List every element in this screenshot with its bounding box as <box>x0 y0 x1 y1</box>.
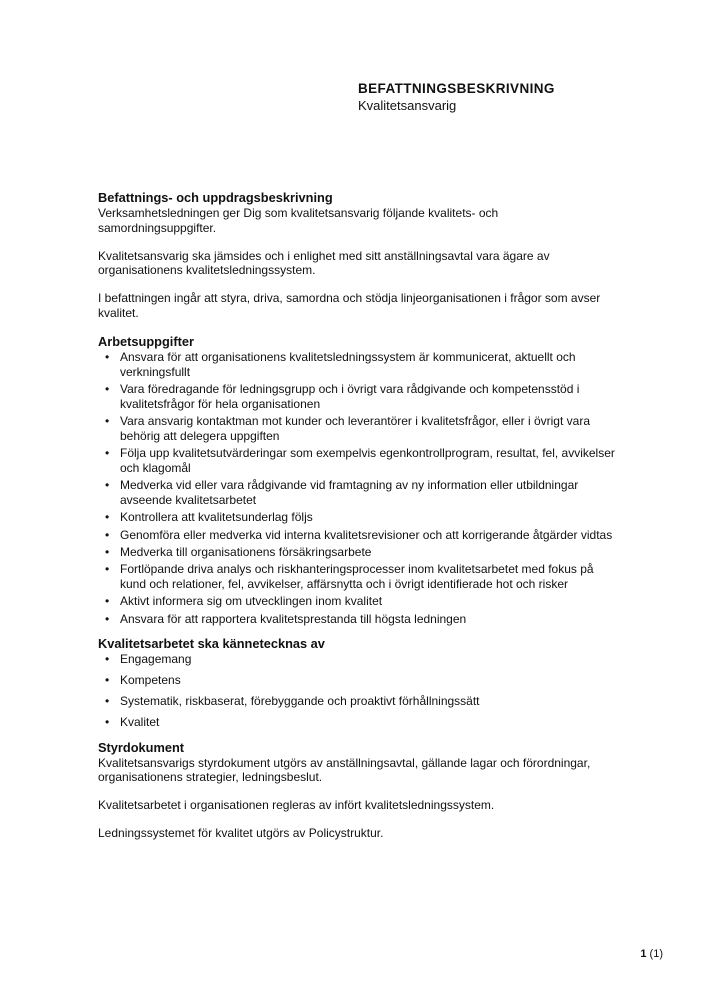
document-body <box>98 190 618 854</box>
section-heading-intro: Befattnings- och uppdragsbeskrivning <box>98 190 333 205</box>
list-item-text: Vara ansvarig kontaktman mot kunder och leverantörer i kvalitetsfrågor, eller i övrigt vara behörig att delegera uppgiften <box>120 413 590 443</box>
paragraph: Ledningssystemet för kvalitet utgörs av Policystruktur. <box>98 825 384 840</box>
bullet-icon: • <box>105 413 110 428</box>
paragraph: I befattningen ingår att styra, driva, samordna och stödja linjeorganisationen i frågor som avser kvalitet. <box>98 291 601 320</box>
bullet-icon: • <box>105 673 110 688</box>
paragraph: Verksamhetsledningen ger Dig som kvalitetsansvarig följande kvalitets- och samordningsuppgifter. <box>98 206 499 235</box>
list-item <box>98 715 618 730</box>
bullet-icon: • <box>105 693 110 708</box>
bullet-icon: • <box>105 446 110 461</box>
section-heading-governing: Styrdokument <box>98 739 185 755</box>
list-item-text: Kompetens <box>120 673 181 688</box>
bullet-icon: • <box>105 349 110 364</box>
bullet-icon: • <box>105 510 110 525</box>
list-item-text: Ansvara för att organisationens kvalitetsledningssystem är kommunicerat, aktuellt och verkningsfullt <box>120 349 576 379</box>
list-item-text: Medverka till organisationens försäkringsarbete <box>120 544 372 559</box>
list-item <box>98 594 618 609</box>
bullet-icon: • <box>105 562 110 577</box>
paragraph: Kvalitetsansvarigs styrdokument utgörs av anställningsavtal, gällande lagar och förordningar, organisationens strategier, ledningsbeslut. <box>98 755 591 785</box>
list-item <box>98 528 618 543</box>
list-item-text: Kvalitet <box>120 714 160 729</box>
page-number-total: (1) <box>649 948 663 960</box>
list-item <box>98 612 618 627</box>
bullet-icon: • <box>105 652 110 667</box>
document-title: BEFATTNINGSBESKRIVNING <box>358 81 555 96</box>
page-number-current: 1 <box>640 948 647 960</box>
list-item-text: Fortlöpande driva analys och riskhanteringsprocesser inom kvalitetsarbetet med fokus på kund och relationer, fel, avvikelser, affärsnytta och i övrigt identifierade hot och risker <box>120 562 594 591</box>
list-item-text: Genomföra eller medverka vid interna kvalitetsrevisioner och att korrigerande åtgärder vidtas <box>120 527 613 542</box>
document-header <box>358 80 555 114</box>
list-item-text: Följa upp kvalitetsutvärderingar som exempelvis egenkontrollprogram, resultat, fel, avvikelser och klagomål <box>120 446 615 475</box>
list-item <box>98 446 618 476</box>
list-item-text: Aktivt informera sig om utvecklingen inom kvalitet <box>120 594 383 609</box>
bullet-icon: • <box>105 611 110 626</box>
bullet-icon: • <box>105 381 110 396</box>
list-item <box>98 694 618 709</box>
bullet-icon: • <box>105 544 110 559</box>
list-item-text: Vara föredragande för ledningsgrupp och i övrigt vara rådgivande och kompetensstöd i kvalitetsfrågor för hela organisationen <box>120 381 580 411</box>
section-heading-characteristics: Kvalitetsarbetet ska kännetecknas av <box>98 636 325 652</box>
list-item <box>98 478 618 508</box>
bullet-icon: • <box>105 527 110 542</box>
list-item <box>98 414 618 444</box>
paragraph: Kvalitetsarbetet i organisationen regleras av infört kvalitetsledningssystem. <box>98 798 495 813</box>
list-item-text: Medverka vid eller vara rådgivande vid framtagning av ny information eller utbildningar avseende kvalitetsarbetet <box>120 478 579 507</box>
list-item <box>98 350 618 380</box>
page-footer <box>640 947 663 961</box>
task-list <box>98 350 618 627</box>
bullet-icon: • <box>105 478 110 493</box>
list-item-text: Kontrollera att kvalitetsunderlag följs <box>120 510 313 525</box>
list-item <box>98 652 618 667</box>
characteristics-list <box>98 652 618 729</box>
section-heading-tasks: Arbetsuppgifter <box>98 333 194 349</box>
list-item <box>98 382 618 412</box>
bullet-icon: • <box>105 714 110 729</box>
paragraph: Kvalitetsansvarig ska jämsides och i enlighet med sitt anställningsavtal vara ägare av organisationens kvalitetsledningssystem. <box>98 248 550 278</box>
list-item <box>98 510 618 525</box>
list-item-text: Ansvara för att rapportera kvalitetsprestanda till högsta ledningen <box>120 611 467 626</box>
list-item <box>98 562 618 592</box>
list-item-text: Systematik, riskbaserat, förebyggande och proaktivt förhållningssätt <box>120 693 480 708</box>
document-subtitle: Kvalitetsansvarig <box>358 98 457 113</box>
list-item <box>98 545 618 560</box>
list-item-text: Engagemang <box>120 652 192 667</box>
list-item <box>98 673 618 688</box>
bullet-icon: • <box>105 594 110 609</box>
